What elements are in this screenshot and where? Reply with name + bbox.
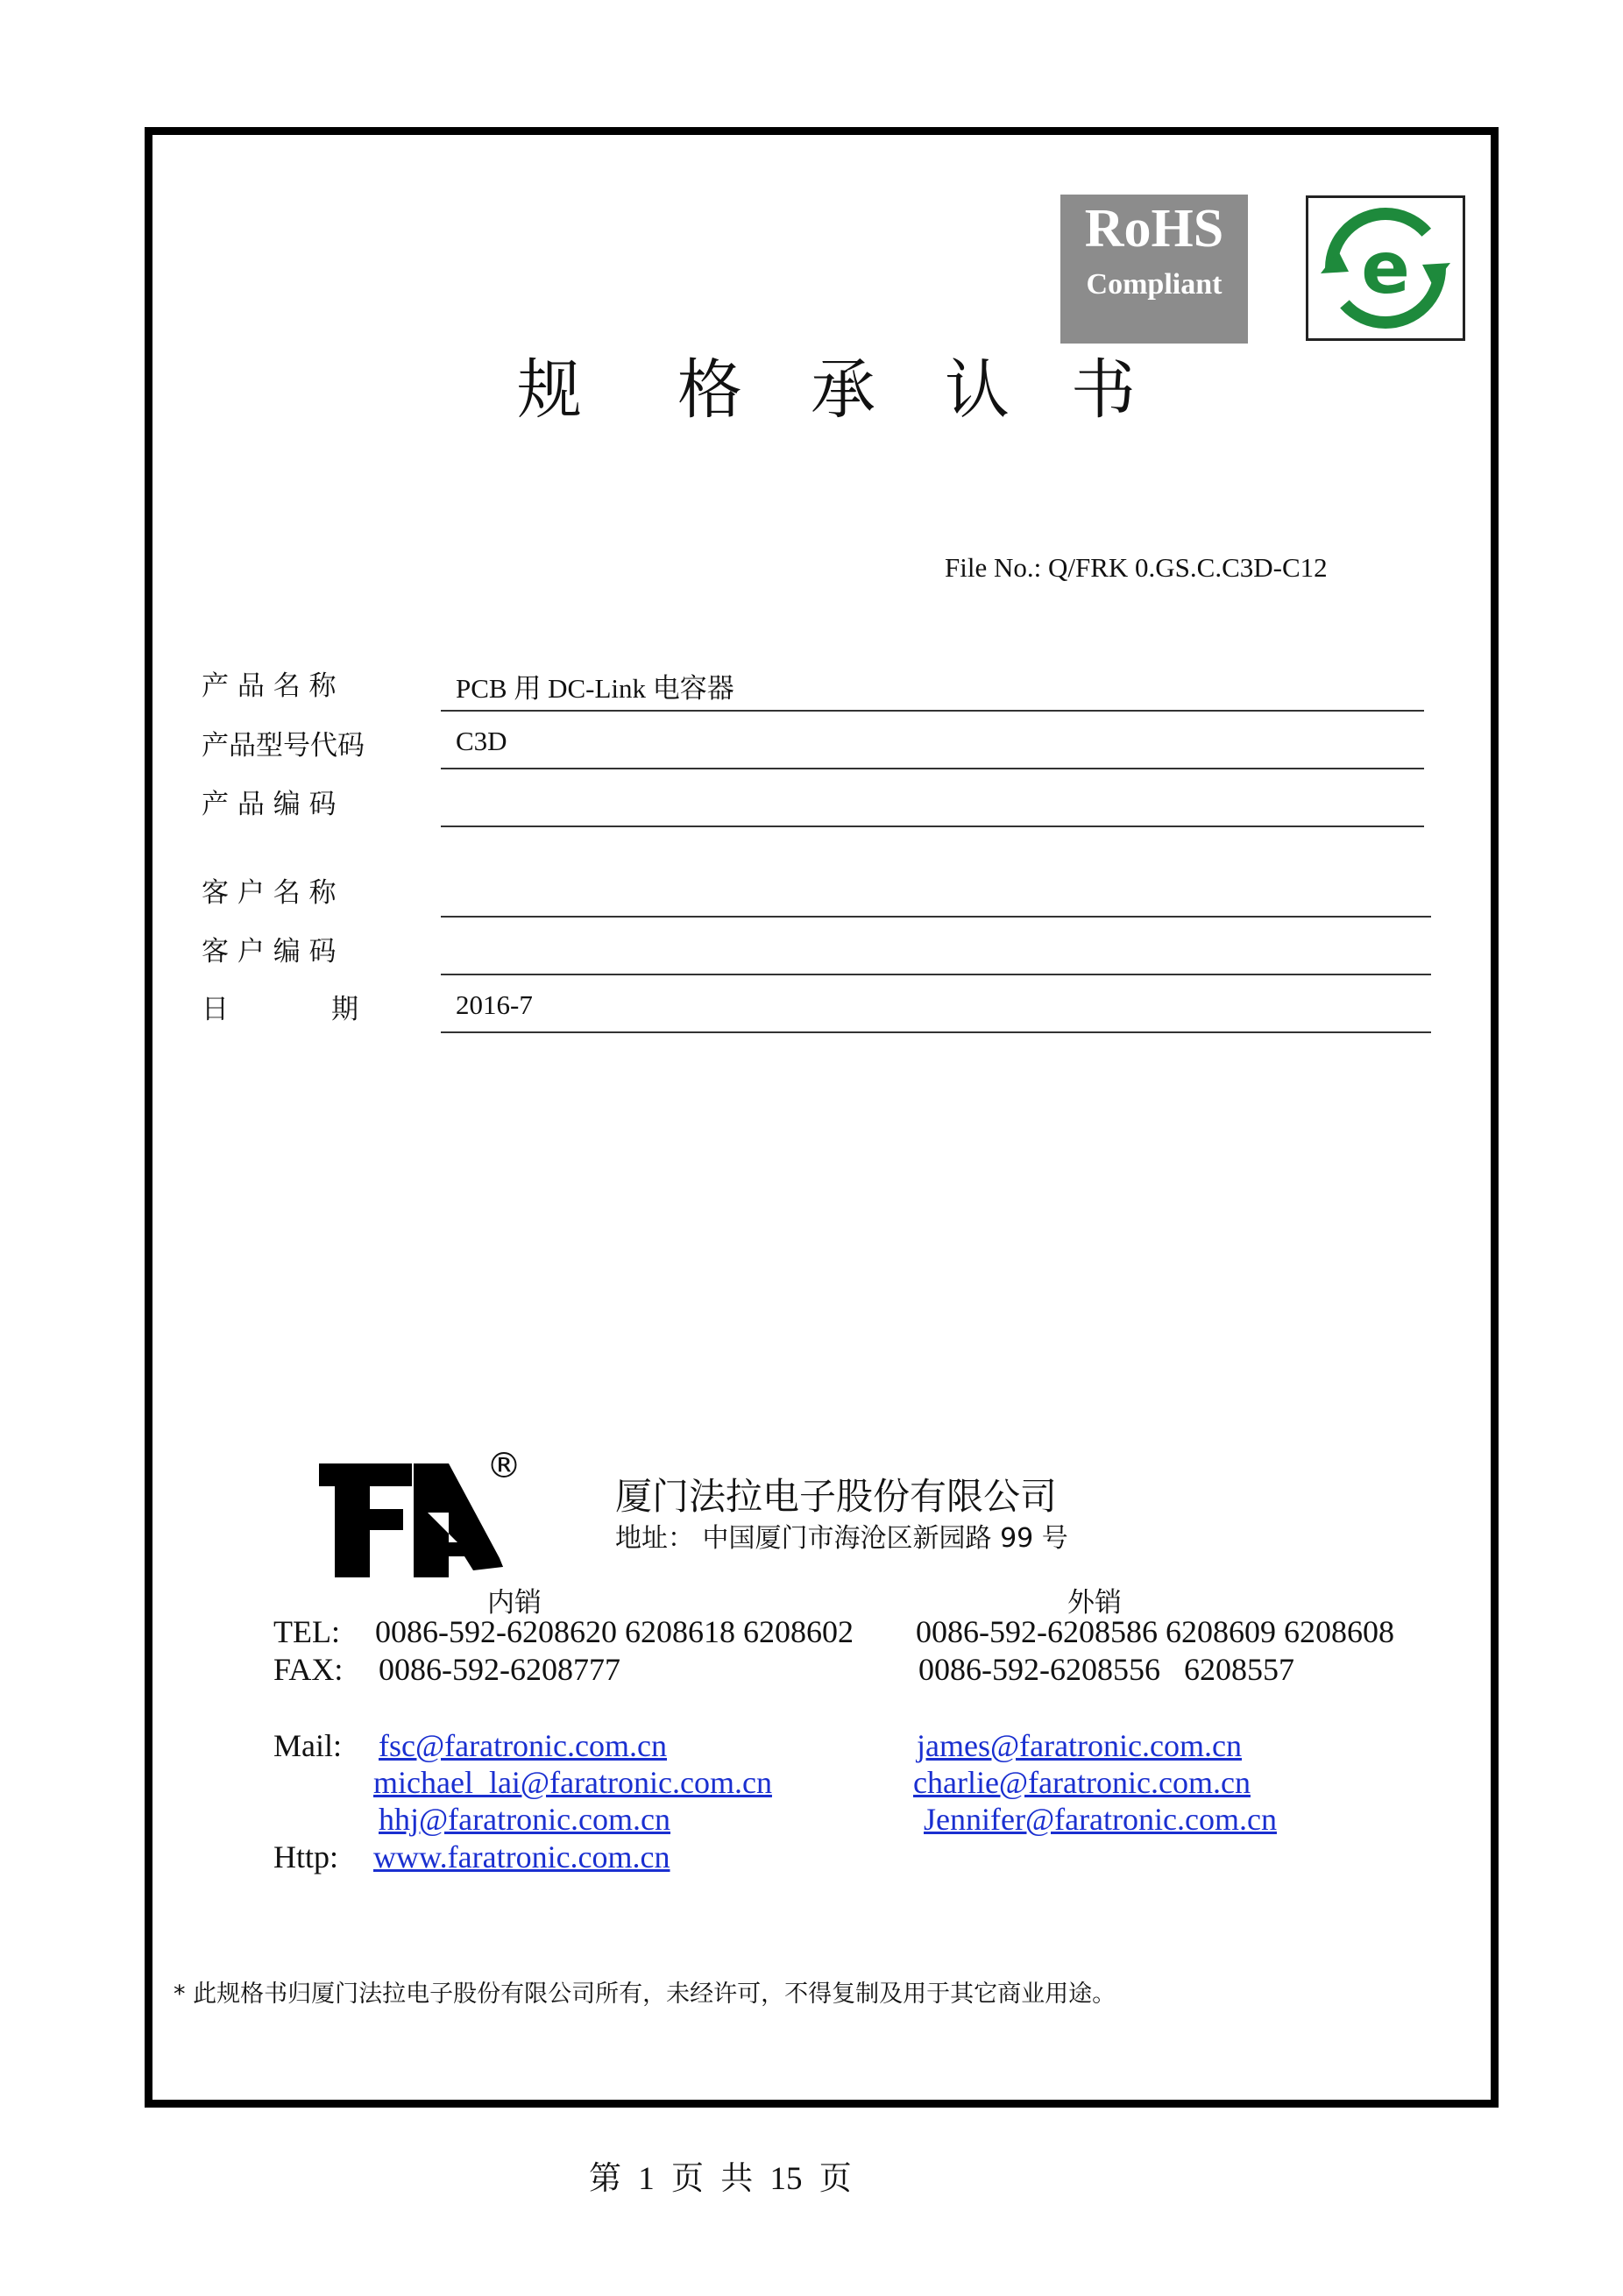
file-number: File No.: Q/FRK 0.GS.C.C3D-C12 (945, 552, 1328, 583)
mail-link[interactable]: charlie@faratronic.com.cn (913, 1765, 1251, 1800)
mail-link[interactable]: james@faratronic.com.cn (917, 1728, 1242, 1763)
model-code-rule (441, 768, 1424, 769)
title-char: 认 (945, 352, 1010, 428)
eco-e-icon (1308, 198, 1463, 338)
svg-text:e: e (1361, 227, 1410, 310)
model-code-label: 产品型号代码 (202, 730, 365, 762)
customer-name-label: 客 户 名 称 (202, 877, 337, 909)
copyright-notice: * 此规格书归厦门法拉电子股份有限公司所有，未经许可，不得复制及用于其它商业用途。 (174, 1981, 1116, 2008)
title-char: 规 (517, 352, 582, 428)
date-label-day: 日 (202, 994, 229, 1025)
customer-name-rule (441, 916, 1431, 918)
product-name-label: 产 品 名 称 (202, 670, 337, 702)
mail-link[interactable]: michael_lai@faratronic.com.cn (373, 1765, 772, 1800)
document-title (0, 351, 1623, 438)
fax-export: 0086-592-6208556 6208557 (918, 1652, 1294, 1687)
title-char: 格 (677, 352, 742, 428)
product-code-rule (441, 826, 1424, 827)
product-name-rule (441, 710, 1424, 712)
rohs-subtitle: Compliant (1086, 268, 1223, 301)
http-label: Http: (273, 1839, 339, 1874)
model-code-value: C3D (456, 726, 507, 756)
product-name-value: PCB 用 DC-Link 电容器 (456, 673, 734, 704)
tel-domestic: 0086-592-6208620 6208618 6208602 (375, 1614, 854, 1649)
rohs-badge (1060, 195, 1248, 344)
mail-link[interactable]: Jennifer@faratronic.com.cn (924, 1802, 1277, 1837)
company-name: 厦门法拉电子股份有限公司 (615, 1475, 1058, 1518)
page-number: 第 1 页 共 15 页 (589, 2161, 852, 2197)
eco-icon (1306, 195, 1465, 341)
registered-mark: ® (486, 1446, 521, 1486)
title-char: 书 (1071, 352, 1136, 428)
export-sales-label: 外销 (1067, 1587, 1122, 1619)
mail-link[interactable]: hhj@faratronic.com.cn (379, 1802, 671, 1837)
customer-code-rule (441, 974, 1431, 975)
tel-label: TEL: (273, 1614, 340, 1649)
customer-code-label: 客 户 编 码 (202, 936, 337, 967)
mail-link[interactable]: fsc@faratronic.com.cn (379, 1728, 667, 1763)
company-address: 地址： 中国厦门市海沧区新园路 99 号 (615, 1523, 1068, 1554)
fax-domestic: 0086-592-6208777 (379, 1652, 620, 1687)
tel-export: 0086-592-6208586 6208609 6208608 (916, 1614, 1394, 1649)
mail-label: Mail: (273, 1728, 342, 1763)
rohs-title: RoHS (1084, 199, 1224, 259)
date-value: 2016-7 (456, 989, 533, 1020)
date-rule (441, 1031, 1431, 1033)
fax-label: FAX: (273, 1652, 344, 1687)
date-label-period: 期 (331, 994, 358, 1025)
title-char: 承 (811, 352, 875, 428)
website-link[interactable]: www.faratronic.com.cn (373, 1839, 670, 1874)
product-code-label: 产 品 编 码 (202, 789, 337, 820)
domestic-sales-label: 内销 (487, 1587, 542, 1619)
